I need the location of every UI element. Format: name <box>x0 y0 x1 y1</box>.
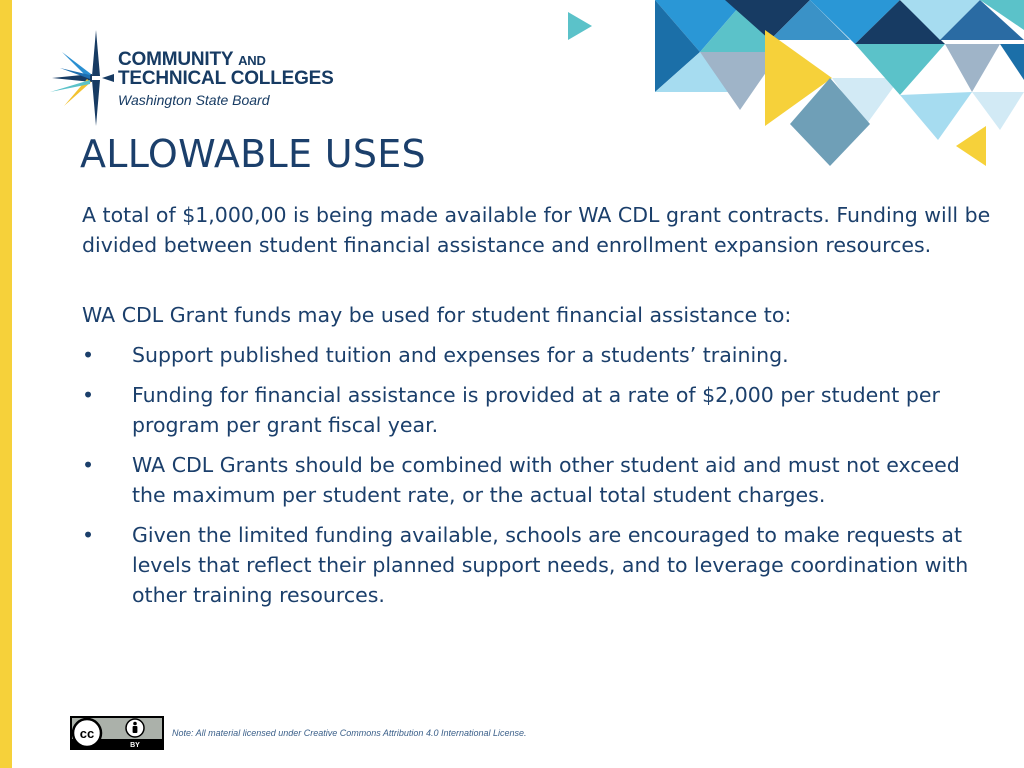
creative-commons-by-badge-icon <box>70 716 164 750</box>
decorative-triangles <box>560 0 1024 190</box>
compass-star-logo-icon <box>46 28 116 128</box>
list-item <box>82 380 997 440</box>
sbctc-logo <box>46 28 346 128</box>
list-item <box>82 450 997 510</box>
by-text: BY <box>130 742 140 749</box>
intro-paragraph: A total of $1,000,00 is being made available for WA CDL grant contracts. Funding will be divided between student financial assistance and enrollment expansion resources. <box>82 203 991 257</box>
logo-text-state-board: Washington State Board <box>118 92 270 108</box>
list-item-text: Funding for financial assistance is provided at a rate of $2,000 per student per program per grant fiscal year. <box>132 383 940 437</box>
list-item-text: WA CDL Grants should be combined with other student aid and must not exceed the maximum per student rate, or the actual total student charges. <box>132 453 960 507</box>
bullet-marker: • <box>82 453 95 477</box>
left-accent-bar <box>0 0 12 768</box>
bullet-marker: • <box>82 523 95 547</box>
slide-title: ALLOWABLE USES <box>80 132 426 176</box>
list-item-text: Support published tuition and expenses for a students’ training. <box>132 343 789 367</box>
list-item <box>82 340 997 370</box>
list-item <box>82 520 997 610</box>
bullet-marker: • <box>82 383 95 407</box>
logo-text-community: COMMUNITY AND <box>118 49 266 70</box>
allowable-uses-list <box>82 340 997 610</box>
logo-text-technical-colleges: TECHNICAL COLLEGES <box>118 68 334 89</box>
bullet-marker: • <box>82 343 95 367</box>
cc-text: cc <box>79 726 95 741</box>
license-note: Note: All material licensed under Creative Commons Attribution 4.0 International License. <box>172 728 527 738</box>
lead-sentence: WA CDL Grant funds may be used for student financial assistance to: <box>82 303 792 327</box>
list-item-text: Given the limited funding available, schools are encouraged to make requests at levels that reflect their planned support needs, and to leverage coordination with other training resources. <box>132 523 969 607</box>
slide-body <box>82 200 997 620</box>
